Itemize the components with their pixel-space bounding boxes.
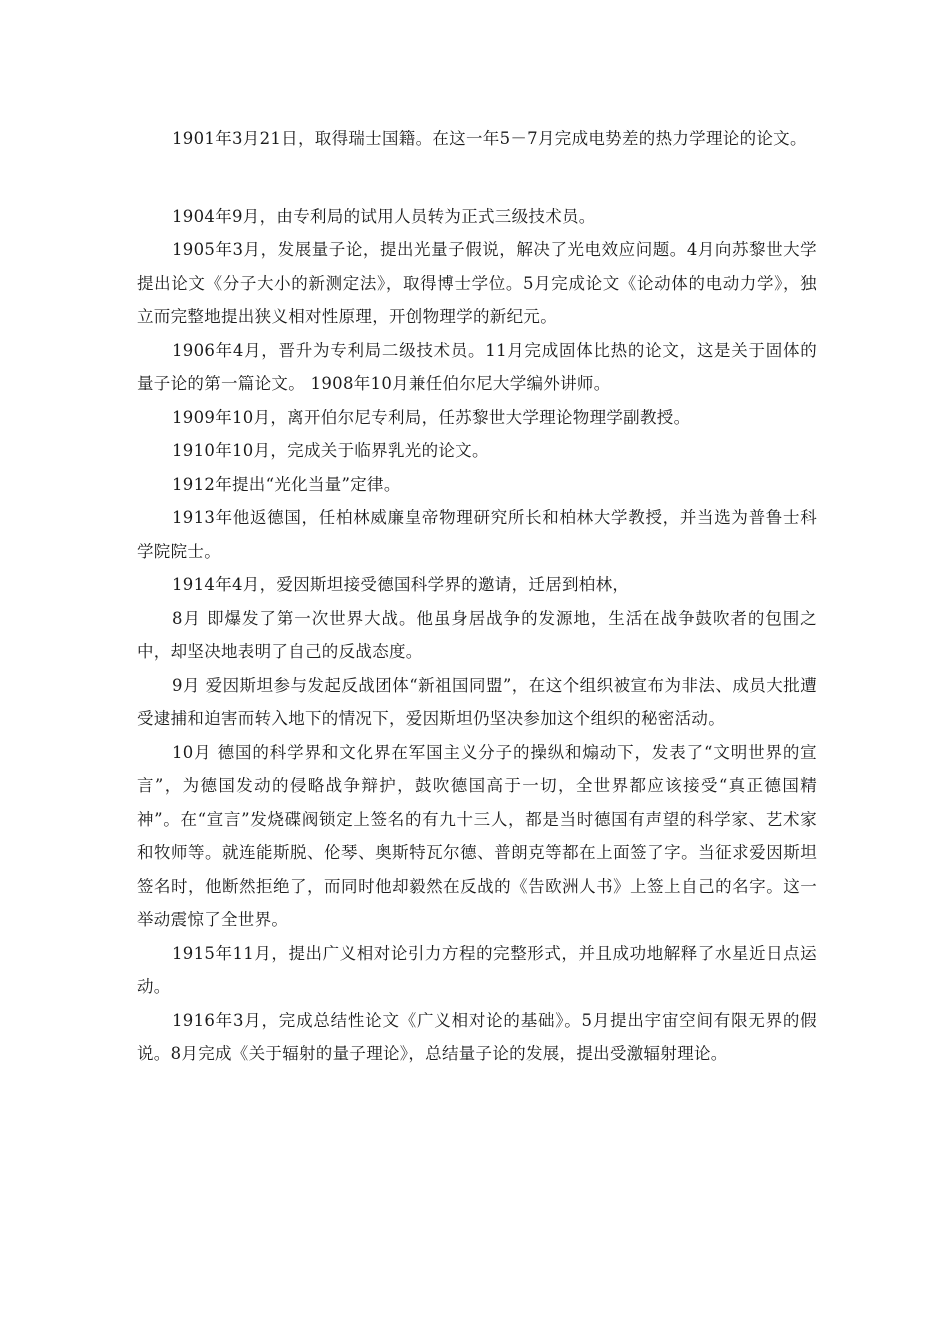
paragraph-1910: 1910年10月，完成关于临界乳光的论文。 [172,441,489,460]
paragraph-1906: 1906年4月，晋升为专利局二级技术员。11月完成固体比热的论文，这是关于固体的量子论的第一篇论文。 1908年10月兼任伯尔尼大学编外讲师。 [137,340,817,393]
paragraph-1913: 1913年他返德国，任柏林威廉皇帝物理研究所长和柏林大学教授，并当选为普鲁士科学院院士。 [137,508,817,561]
paragraph-1901: 1901年3月21日，取得瑞士国籍。在这一年5－7月完成电势差的热力学理论的论文。 [172,129,807,148]
paragraph-1912: 1912年提出“光化当量”定律。 [172,474,401,494]
paragraph-1904: 1904年9月，由专利局的试用人员转为正式三级技术员。 [172,206,596,226]
paragraph-1916: 1916年3月，完成总结性论文《广义相对论的基础》。5月提出宇宙空间有限无界的假说。8月完成《关于辐射的量子理论》，总结量子论的发展，提出受激辐射理论。 [137,1010,817,1063]
paragraph-1915: 1915年11月，提出广义相对论引力方程的完整形式，并且成功地解释了水星近日点运动。 [137,943,817,996]
paragraph-august: 8月 即爆发了第一次世界大战。他虽身居战争的发源地，生活在战争鼓吹者的包围之中，却坚决地表明了自己的反战态度。 [137,608,817,661]
paragraph-september: 9月 爱因斯坦参与发起反战团体“新祖国同盟”，在这个组织被宣布为非法、成员大批遭受逮捕和迫害而转入地下的情况下，爱因斯坦仍坚决参加这个组织的秘密活动。 [137,675,817,728]
paragraph-1905: 1905年3月，发展量子论，提出光量子假说，解决了光电效应问题。4月向苏黎世大学提出论文《分子大小的新测定法》，取得博士学位。5月完成论文《论动体的电动力学》，独立而完整地提出狭义相对性原理，开创物理学的新纪元。 [137,240,817,326]
paragraph-1909: 1909年10月，离开伯尔尼专利局，任苏黎世大学理论物理学副教授。 [172,407,691,427]
paragraph-october: 10月 德国的科学界和文化界在军国主义分子的操纵和煽动下，发表了“文明世界的宣言”，为德国发动的侵略战争辩护，鼓吹德国高于一切，全世界都应该接受“真正德国精神”。在“宣言”发烧碟阀锁定上签名的有九十三人，都是当时德国有声望的科学家、艺术家和牧师等。就连能斯脱、伦琴、奥斯特瓦尔德、普朗克等都在上面签了字。当征求爱因斯坦签名时，他断然拒绝了，而同时他却毅然在反战的《告欧洲人书》上签上自己的名字。这一举动震惊了全世界。 [137,742,817,929]
document-body [137,122,817,1071]
paragraph-1914: 1914年4月，爱因斯坦接受德国科学界的邀请，迁居到柏林， [172,575,630,594]
